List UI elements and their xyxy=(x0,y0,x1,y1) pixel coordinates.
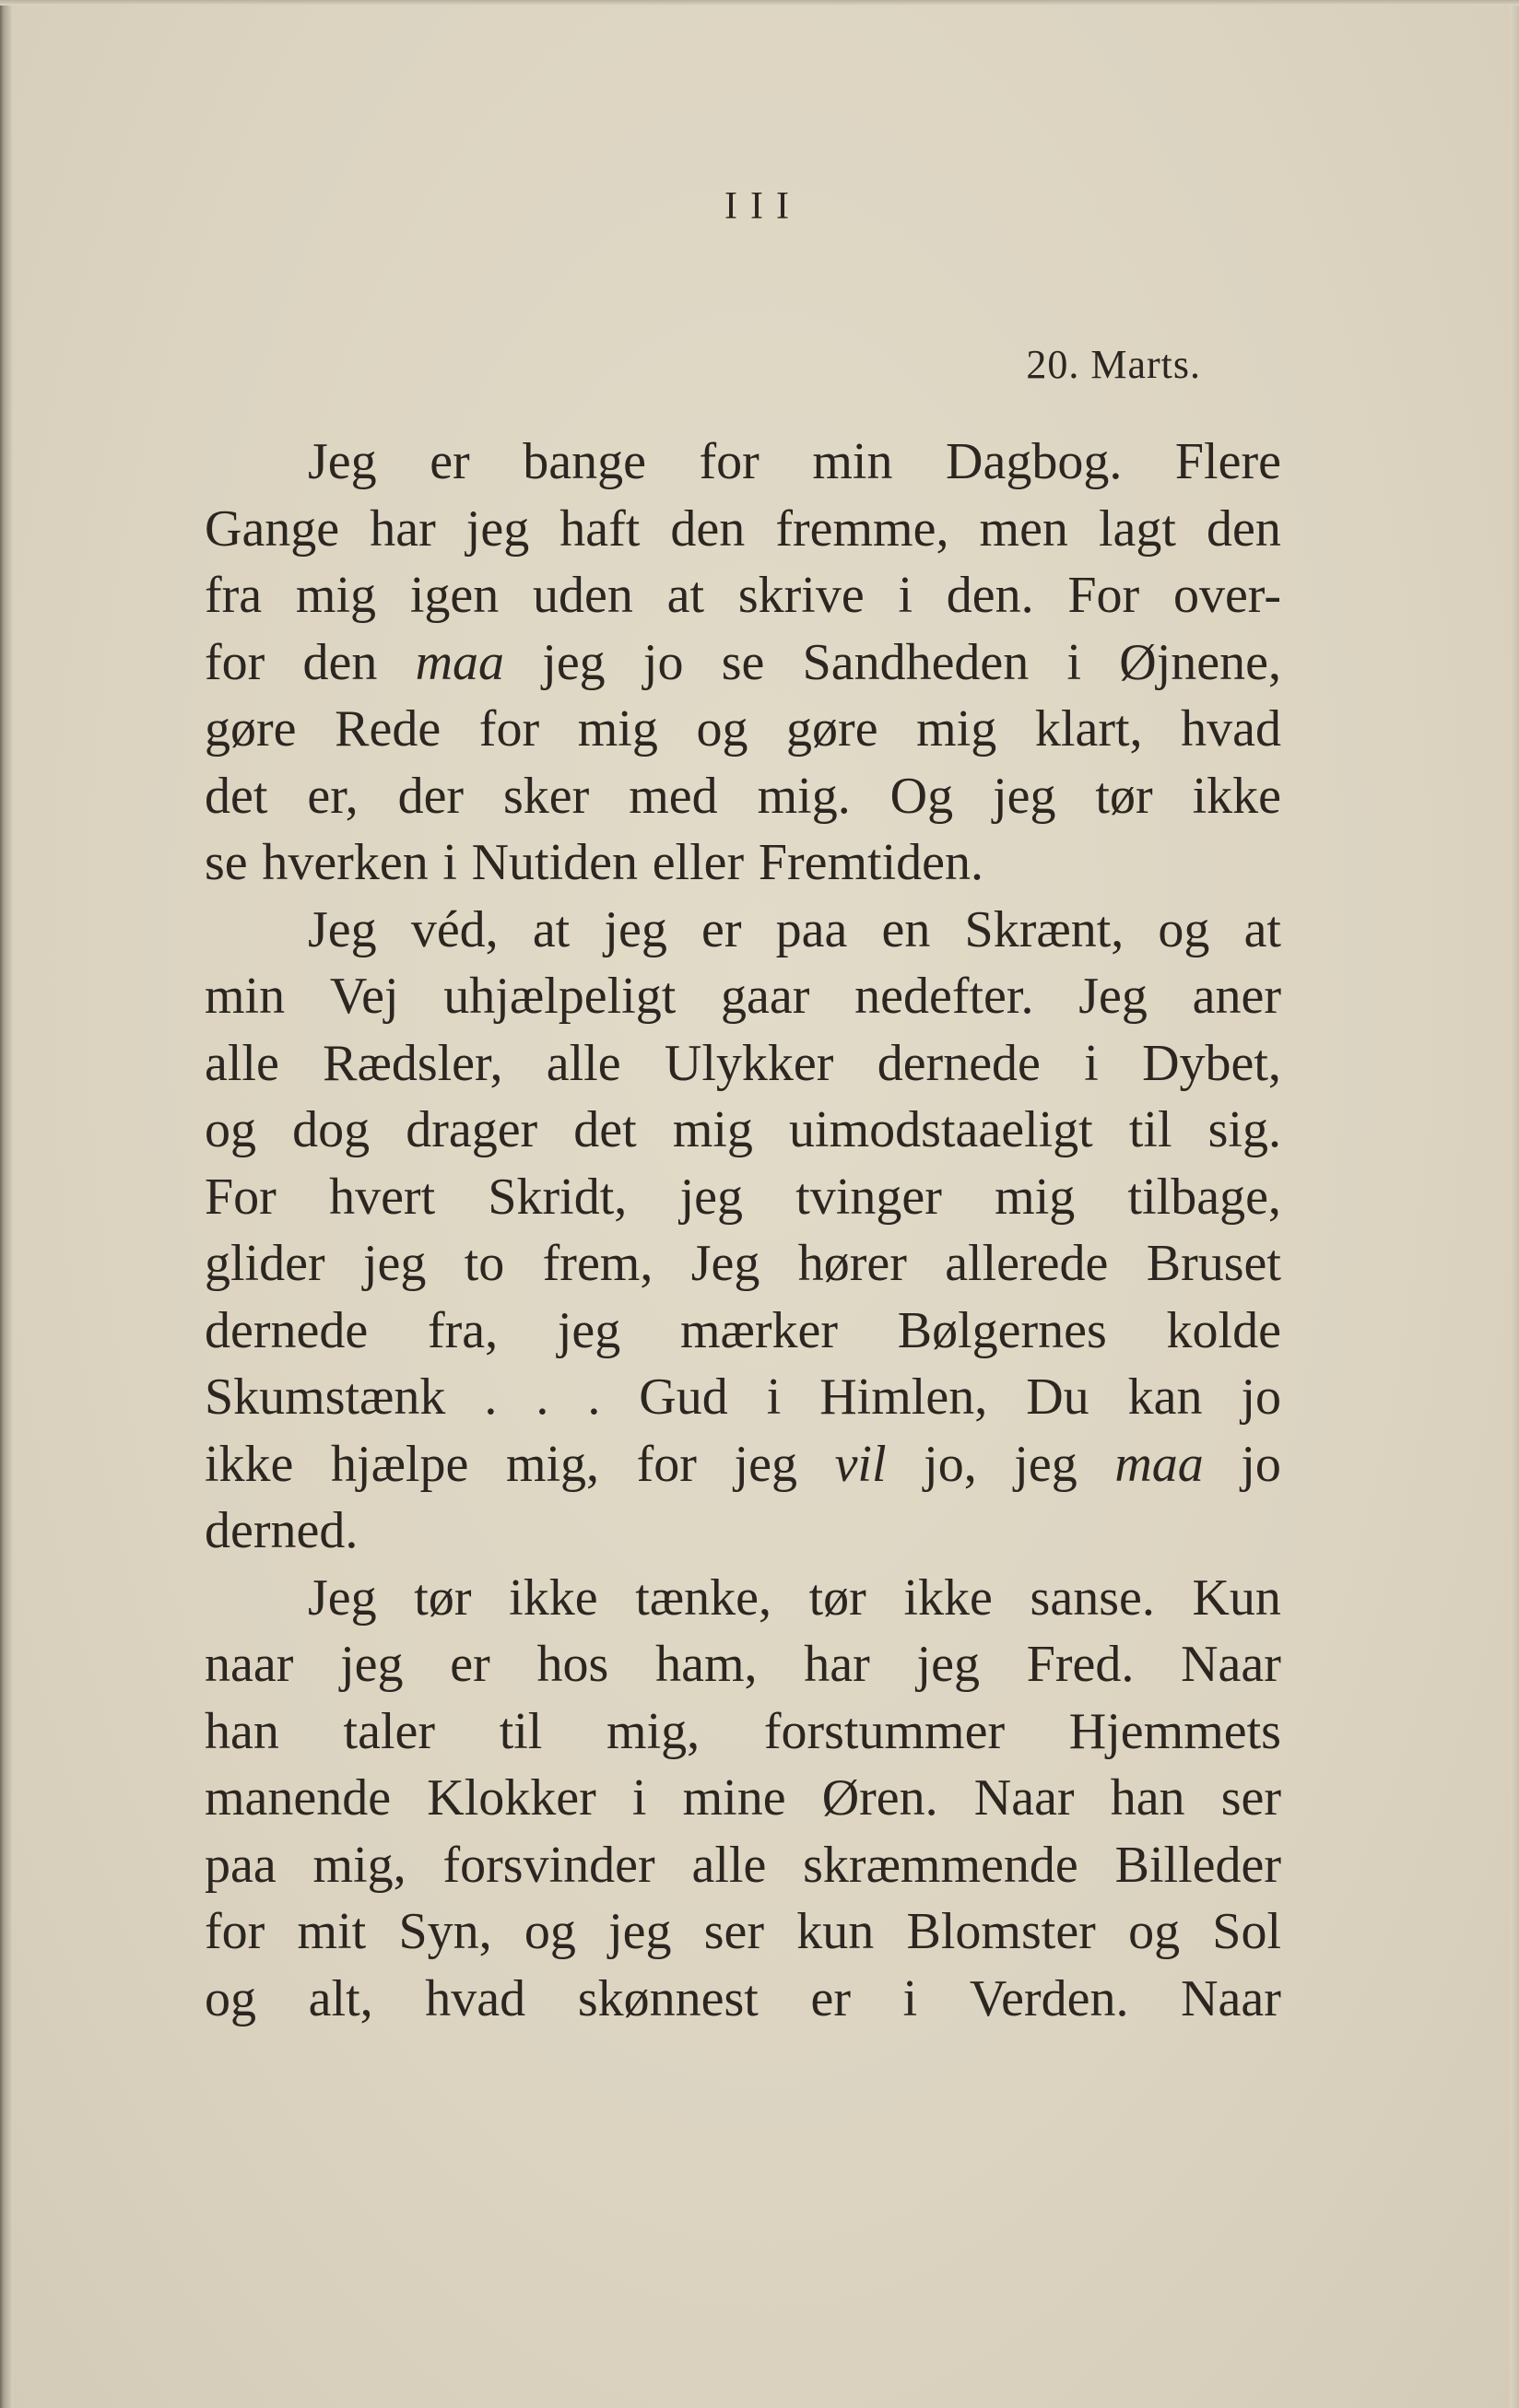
page-edge-top xyxy=(0,0,1519,6)
text-line: alle Rædsler, alle Ulykker dernede i Dybet, xyxy=(205,1034,1281,1092)
text-line: for mit Syn, og jeg ser kun Blomster og Sol xyxy=(205,1903,1281,1960)
text-line: dernede fra, jeg mærker Bølgernes kolde xyxy=(205,1301,1281,1359)
text-line: glider jeg to frem, Jeg hører allerede Bruset xyxy=(205,1235,1281,1292)
text-line: ikke hjælpe mig, for jeg vil jo, jeg maa jo xyxy=(205,1435,1281,1493)
text-line: Skumstænk . . . Gud i Himlen, Du kan jo xyxy=(205,1368,1281,1426)
page-edge-right xyxy=(1510,0,1519,2408)
text-line: naar jeg er hos ham, har jeg Fred. Naar xyxy=(205,1636,1281,1693)
text-line: Jeg tør ikke tænke, tør ikke sanse. Kun xyxy=(308,1568,1281,1627)
entry-date: 20. Marts. xyxy=(1026,342,1201,387)
text-line: han taler til mig, forstummer Hjemmets xyxy=(205,1702,1281,1760)
text-line: se hverken i Nutiden eller Fremtiden. xyxy=(205,834,984,891)
text-line: derned. xyxy=(205,1502,359,1559)
text-line: gøre Rede for mig og gøre mig klart, hvad xyxy=(205,700,1281,758)
text-line: min Vej uhjælpeligt gaar nedefter. Jeg aner xyxy=(205,968,1281,1025)
text-line: Jeg véd, at jeg er paa en Skrænt, og at xyxy=(308,900,1281,958)
text-line: og dog drager det mig uimodstaaeligt til sig. xyxy=(205,1101,1281,1158)
page-edge-left xyxy=(0,0,13,2408)
body-text xyxy=(205,429,1281,2032)
text-line: paa mig, forsvinder alle skræmmende Billeder xyxy=(205,1836,1281,1894)
text-line: For hvert Skridt, jeg tvinger mig tilbage, xyxy=(205,1168,1281,1226)
text-line: fra mig igen uden at skrive i den. For over- xyxy=(205,567,1281,624)
text-line: det er, der sker med mig. Og jeg tør ikke xyxy=(205,767,1281,825)
text-line: manende Klokker i mine Øren. Naar han ser xyxy=(205,1769,1281,1827)
text-line: Gange har jeg haft den fremme, men lagt den xyxy=(205,499,1281,558)
text-line: Jeg er bange for min Dagbog. Flere xyxy=(308,433,1281,490)
text-line: og alt, hvad skønnest er i Verden. Naar xyxy=(205,1969,1281,2027)
text-line: for den maa jeg jo se Sandheden i Øjnene, xyxy=(205,633,1281,691)
chapter-number: III xyxy=(724,185,802,228)
